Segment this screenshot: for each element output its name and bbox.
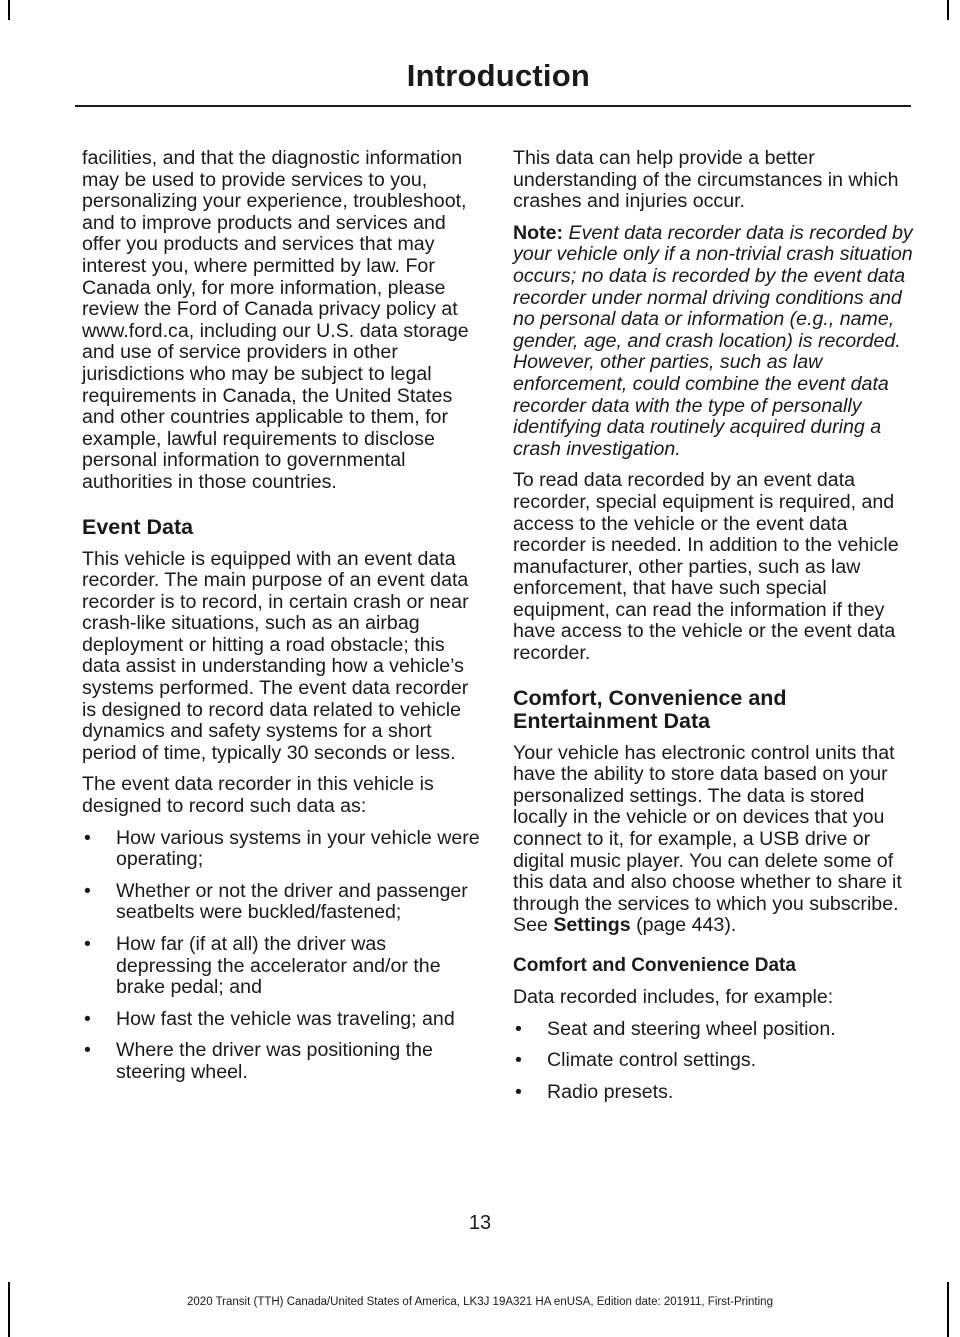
list-item: • How far (if at all) the driver was depressing the accelerator and/or the brake pedal; and <box>82 934 482 999</box>
crop-mark-bottom-left <box>8 1282 10 1337</box>
note-label: Note: <box>513 221 564 244</box>
page-title: Introduction <box>406 58 590 93</box>
left-column <box>82 148 482 1094</box>
crop-mark-top-left <box>8 0 10 20</box>
list-item: • Radio presets. <box>513 1082 913 1104</box>
header-divider <box>75 105 911 107</box>
event-data-paragraph: This vehicle is equipped with an event data recorder. The main purpose of an event data recorder is to record, in certain crash or near crash-like situations, such as an airbag deployment or hitting a road obstacle; this data assist in understanding how a vehicle’s systems performed. The event data recorder is designed to record data related to vehicle dynamics and safety systems for a short period of time, typically 30 seconds or less. <box>82 547 469 764</box>
settings-link[interactable]: Settings <box>553 914 631 937</box>
recorder-list <box>82 828 482 1084</box>
intro-paragraph: facilities, and that the diagnostic information may be used to provide services to you, personalizing your experience, troubleshoot, and to improve products and services and offer you products and services that may interest you, where permitted by law. For Canada only, for more information, please review the Ford of Canada privacy policy at www.ford.ca, including our U.S. data storage and use of service providers in other jurisdictions who may be subject to legal requirements in Canada, the United States and other countries applicable to them, for example, lawful requirements to disclose personal information to governmental authorities in those countries. <box>82 147 469 493</box>
note-paragraph <box>513 223 913 461</box>
list-item: • Whether or not the driver and passenger seatbelts were buckled/fastened; <box>82 881 482 924</box>
comfort-heading: Comfort, Convenience and Entertainment Data <box>513 685 787 733</box>
list-item: • Seat and steering wheel position. <box>513 1019 913 1041</box>
list-item: • Climate control settings. <box>513 1050 913 1072</box>
comfort-paragraph <box>513 743 913 937</box>
recorder-intro: The event data recorder in this vehicle is designed to record such data as: <box>82 773 434 818</box>
list-item: • Where the driver was positioning the steering wheel. <box>82 1040 482 1083</box>
understanding-paragraph: This data can help provide a better understanding of the circumstances in which crashes and injuries occur. <box>513 147 899 213</box>
settings-page-ref: (page 443). <box>636 914 737 937</box>
event-data-heading: Event Data <box>82 514 194 539</box>
comfort-text: Your vehicle has electronic control units that have the ability to store data based on your personalized settings. The data is stored locally in the vehicle or on devices that you connect to it, for example, a USB drive or digital music player. You can delete some of this data and also choose whether to share it through the services to which you subscribe. See <box>513 741 902 937</box>
right-column <box>513 148 913 1113</box>
recorded-list <box>513 1019 913 1104</box>
read-data-paragraph: To read data recorded by an event data recorder, special equipment is required, and access to the vehicle or the event data recorder is needed. In addition to the vehicle manufacturer, other parties, such as law enforcement, that have such special equipment, can read the information if they have access to the vehicle or the event data recorder. <box>513 469 899 665</box>
crop-mark-bottom-right <box>947 1282 949 1337</box>
footer-text: 2020 Transit (TTH) Canada/United States of America, LK3J 19A321 HA enUSA, Edition date: 201911, First-Printing <box>187 1296 773 1308</box>
comfort-subheading: Comfort and Convenience Data <box>513 955 796 976</box>
recorded-intro: Data recorded includes, for example: <box>513 986 834 1008</box>
list-item: • How fast the vehicle was traveling; and <box>82 1009 482 1031</box>
crop-mark-top-right <box>947 0 949 20</box>
page-number: 13 <box>468 1212 492 1234</box>
note-text: Event data recorder data is recorded by your vehicle only if a non-trivial crash situation occurs; no data is recorded by the event data recorder under normal driving conditions and no personal data or information (e.g., name, gender, age, and crash location) is recorded. However, other parties, such as law enforcement, could combine the event data recorder data with the type of personally identifying data routinely acquired during a crash investigation. <box>513 221 913 460</box>
list-item: • How various systems in your vehicle were operating; <box>82 828 482 871</box>
